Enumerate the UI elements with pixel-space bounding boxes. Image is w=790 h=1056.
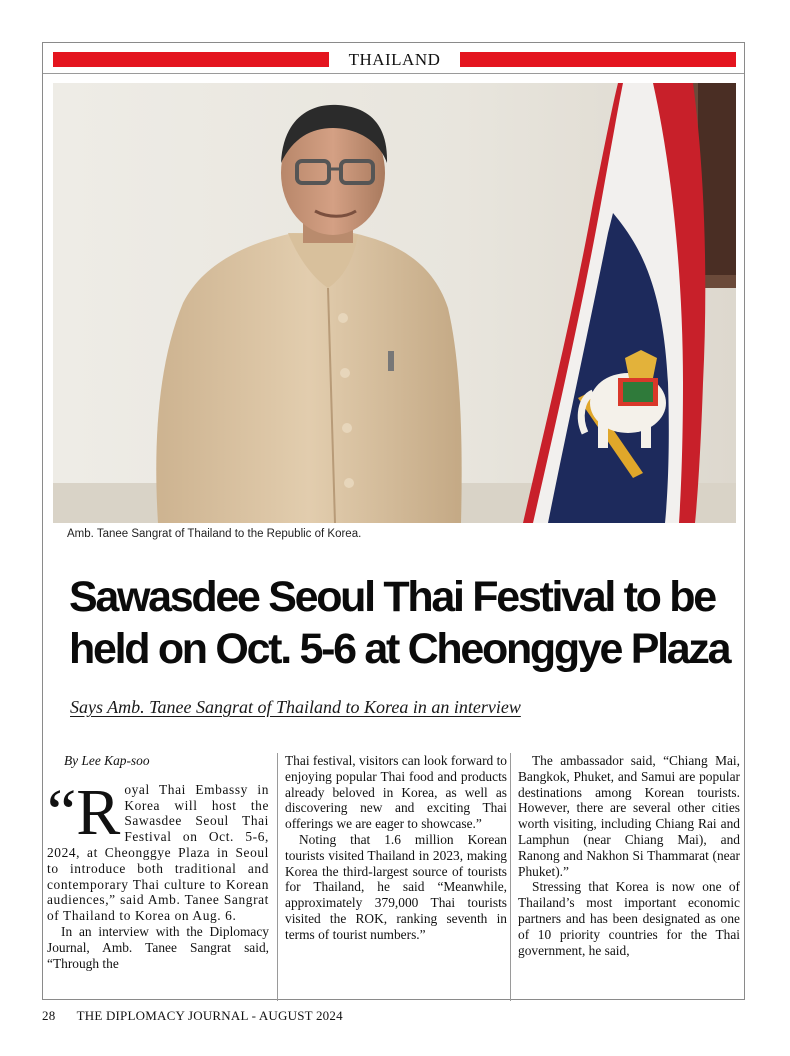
headline-line-1: Sawasdee Seoul Thai Festival to be — [69, 573, 715, 621]
paragraph: In an interview with the Diplomacy Journal, Amb. Tanee Sangrat said, “Through the — [47, 923, 269, 971]
publication-line: THE DIPLOMACY JOURNAL - AUGUST 2024 — [76, 1008, 343, 1023]
paragraph: oyal Thai Embassy in Korea will host the Sawasdee Seoul Thai Festival on Oct. 5-6, 2024, at Cheonggye Plaza in Seoul to introduce both traditional and contemporary Thai culture to Korean audiences,” said Amb. Tanee Sangrat of Thailand to Korea on Aug. 6. — [47, 781, 269, 924]
column-divider — [277, 753, 278, 1001]
paragraph: Stressing that Korea is now one of Thailand’s most important economic partners and has been designated as one of 10 priority countries for the Thai government, he said, — [518, 879, 740, 958]
header-rule — [43, 73, 744, 74]
ambassador-photo — [53, 83, 736, 523]
paragraph: The ambassador said, “Chiang Mai, Bangkok, Phuket, and Samui are popular destinations among Korean tourists. However, there are several other cities worth visiting, including Chiang Rai and Lamphun (near Chiang Mai), and Ranong and Nakhon Si Thammarat (near Phuket).” — [518, 753, 740, 879]
paragraph: Thai festival, visitors can look forward to enjoying popular Thai food and products already beloved in Korea, as well as discovering new and exciting Thai offerings we are eager to showcase.” — [285, 753, 507, 832]
byline: By Lee Kap-soo — [64, 753, 150, 768]
column-1 — [47, 753, 269, 1001]
section-label: THAILAND — [348, 50, 441, 69]
column-3 — [518, 753, 740, 1001]
drop-cap: “R — [47, 775, 121, 849]
section-bar-left — [53, 52, 329, 67]
subheadline: Says Amb. Tanee Sangrat of Thailand to Korea in an interview — [70, 697, 521, 717]
column-divider — [510, 753, 511, 1001]
headline — [69, 571, 739, 675]
section-header — [53, 49, 736, 69]
photo-caption: Amb. Tanee Sangrat of Thailand to the Republic of Korea. — [67, 528, 362, 540]
page-footer — [42, 1008, 343, 1024]
paragraph: Noting that 1.6 million Korean tourists visited Thailand in 2023, making Korea the third-largest source of tourists for Thailand, he said “Meanwhile, approximately 379,000 Thai tourists visited the ROK, ranking seventh in terms of tourist numbers.” — [285, 831, 507, 942]
page-number: 28 — [42, 1008, 56, 1023]
section-bar-right — [460, 52, 736, 67]
column-2 — [285, 753, 507, 1001]
page-frame — [42, 42, 745, 1000]
headline-line-2: held on Oct. 5-6 at Cheonggye Plaza — [69, 625, 730, 673]
article-body — [43, 749, 746, 1001]
